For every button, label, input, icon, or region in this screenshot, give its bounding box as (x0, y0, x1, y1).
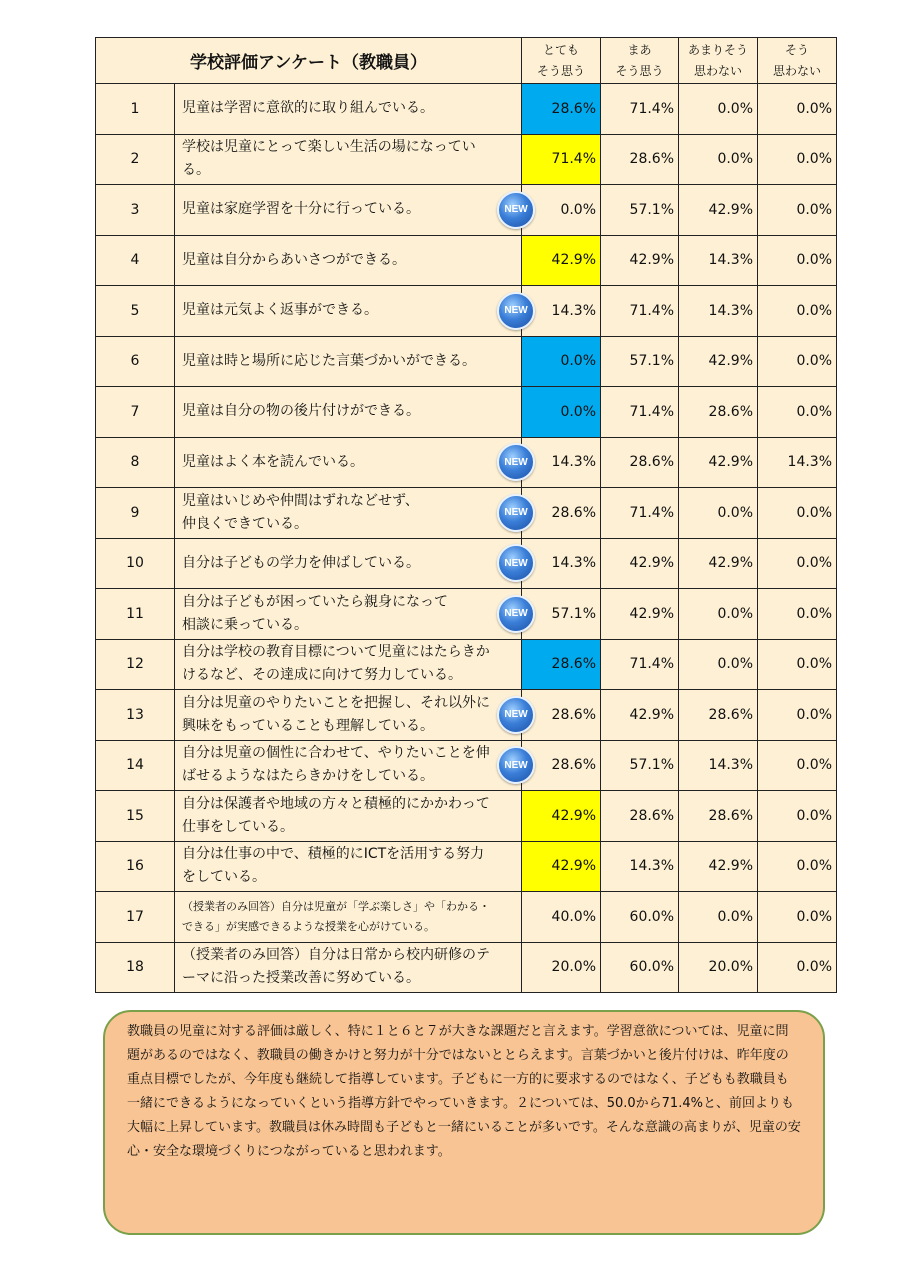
new-badge-icon: NEW (497, 696, 535, 734)
question-cell (175, 942, 522, 993)
percent-cell: 28.6% (522, 488, 601, 539)
row-number: 6 (96, 336, 175, 387)
question-text: 児童はよく本を読んでいる。 (182, 453, 364, 470)
percent-cell: 40.0% (522, 892, 601, 943)
new-badge-icon: NEW (497, 494, 535, 532)
column-header-strongly-agree (522, 38, 601, 84)
table-row (96, 387, 837, 438)
row-number: 2 (96, 134, 175, 185)
percent-cell: 71.4% (522, 134, 601, 185)
question-text: 児童はいじめや仲間はずれなどせず、 仲良くできている。 (182, 492, 419, 532)
percent-cell: 0.0% (758, 235, 837, 286)
percent-cell: 0.0% (522, 185, 601, 236)
percent-cell: 0.0% (758, 538, 837, 589)
column-header-disagree (758, 38, 837, 84)
percent-cell: 0.0% (758, 942, 837, 993)
percent-cell: 28.6% (522, 639, 601, 690)
table-row (96, 841, 837, 892)
percent-cell: 14.3% (522, 538, 601, 589)
question-cell (175, 185, 528, 236)
column-header-somewhat-agree (601, 38, 679, 84)
percent-cell: 14.3% (679, 740, 758, 791)
row-number: 5 (96, 286, 175, 337)
question-text: （授業者のみ回答）自分は児童が「学ぶ楽しさ」や「わかる・できる」が実感できるような授業を心がけている。 (182, 899, 490, 933)
question-text: 児童は学習に意欲的に取り組んでいる。 (182, 100, 434, 117)
percent-cell: 0.0% (522, 336, 601, 387)
table-row (96, 286, 837, 337)
new-badge-icon: NEW (497, 746, 535, 784)
row-number: 17 (96, 892, 175, 943)
percent-cell: 28.6% (679, 387, 758, 438)
survey-body (96, 84, 837, 993)
question-cell (175, 639, 522, 690)
question-cell (175, 437, 528, 488)
percent-cell: 42.9% (601, 538, 679, 589)
percent-cell: 0.0% (679, 639, 758, 690)
question-text: 自分は児童の個性に合わせて、やりたいことを伸ばせるようなはたらきかけをしている。 (182, 745, 490, 785)
column-header-line: そう思う (615, 63, 664, 78)
percent-cell: 14.3% (522, 437, 601, 488)
percent-cell: 0.0% (758, 134, 837, 185)
question-cell (175, 286, 528, 337)
row-number: 4 (96, 235, 175, 286)
question-text: 児童は家庭学習を十分に行っている。 (182, 201, 420, 218)
row-number: 3 (96, 185, 175, 236)
question-cell (175, 84, 522, 135)
question-text: 学校は児童にとって楽しい生活の場になっている。 (182, 139, 476, 179)
table-row (96, 336, 837, 387)
percent-cell: 60.0% (601, 942, 679, 993)
percent-cell: 42.9% (679, 437, 758, 488)
table-row (96, 791, 837, 842)
column-header-line: まあ (627, 42, 652, 57)
question-cell (175, 690, 528, 741)
percent-cell: 28.6% (679, 791, 758, 842)
question-cell (175, 387, 522, 438)
row-number: 14 (96, 740, 175, 791)
question-text: 自分は保護者や地域の方々と積極的にかかわって仕事をしている。 (182, 795, 490, 835)
percent-cell: 42.9% (679, 841, 758, 892)
row-number: 12 (96, 639, 175, 690)
percent-cell: 57.1% (601, 336, 679, 387)
question-text: 児童は自分の物の後片付けができる。 (182, 403, 420, 420)
column-header-line: あまりそう (688, 42, 749, 57)
percent-cell: 0.0% (758, 892, 837, 943)
percent-cell: 42.9% (679, 336, 758, 387)
comment-text: 教職員の児童に対する評価は厳しく、特に１と６と７が大きな課題だと言えます。学習意欲については、児童に問題があるのではなく、教職員の働きかけと努力が十分ではないととらえます。言葉づかいと後片付けは、昨年度の重点目標でしたが、今年度も継続して指導しています。子どもに一方的に要求するのではなく、子どもも教職員も一緒にできるようになっていくという指導方針でやっていきます。２については、50.0から71.4%と、前回よりも大幅に上昇しています。教職員は休み時間も子どもと一緒にいることが多いです。そんな意識の高まりが、児童の安心・安全な環境づくりにつながっていると思われます。 (127, 1024, 801, 1159)
table-row (96, 488, 837, 539)
percent-cell: 28.6% (522, 740, 601, 791)
table-row (96, 134, 837, 185)
question-text: （授業者のみ回答）自分は日常から校内研修のテーマに沿った授業改善に努めている。 (182, 947, 490, 987)
percent-cell: 0.0% (758, 690, 837, 741)
percent-cell: 71.4% (601, 84, 679, 135)
question-cell (175, 488, 528, 539)
percent-cell: 28.6% (601, 134, 679, 185)
column-header-line: そう (785, 42, 810, 57)
percent-cell: 0.0% (758, 841, 837, 892)
row-number: 11 (96, 589, 175, 640)
row-number: 15 (96, 791, 175, 842)
percent-cell: 14.3% (601, 841, 679, 892)
percent-cell: 0.0% (758, 740, 837, 791)
row-number: 13 (96, 690, 175, 741)
percent-cell: 28.6% (522, 84, 601, 135)
column-header-line: そう思う (537, 63, 586, 78)
row-number: 18 (96, 942, 175, 993)
percent-cell: 42.9% (522, 235, 601, 286)
table-row (96, 639, 837, 690)
table-row (96, 589, 837, 640)
percent-cell: 14.3% (679, 235, 758, 286)
row-number: 7 (96, 387, 175, 438)
table-row (96, 538, 837, 589)
percent-cell: 42.9% (601, 690, 679, 741)
row-number: 10 (96, 538, 175, 589)
table-row (96, 740, 837, 791)
percent-cell: 0.0% (679, 892, 758, 943)
comment-box (103, 1010, 825, 1235)
question-text: 児童は元気よく返事ができる。 (182, 302, 378, 319)
percent-cell: 0.0% (758, 336, 837, 387)
column-header-somewhat-disagree (679, 38, 758, 84)
new-badge-icon: NEW (497, 443, 535, 481)
percent-cell: 0.0% (522, 387, 601, 438)
percent-cell: 57.1% (601, 740, 679, 791)
table-row (96, 84, 837, 135)
survey-table (95, 37, 837, 993)
percent-cell: 0.0% (679, 134, 758, 185)
percent-cell: 71.4% (601, 387, 679, 438)
percent-cell: 14.3% (758, 437, 837, 488)
question-cell (175, 791, 522, 842)
table-row (96, 185, 837, 236)
question-text: 自分は子どもが困っていたら親身になって 相談に乗っている。 (182, 593, 448, 633)
percent-cell: 57.1% (522, 589, 601, 640)
percent-cell: 0.0% (758, 84, 837, 135)
percent-cell: 0.0% (758, 387, 837, 438)
question-cell (175, 589, 528, 640)
new-badge-icon: NEW (497, 544, 535, 582)
table-row (96, 690, 837, 741)
percent-cell: 42.9% (679, 185, 758, 236)
question-text: 自分は児童のやりたいことを把握し、それ以外に興味をもっていることも理解している。 (182, 694, 490, 734)
question-cell (175, 336, 522, 387)
table-row (96, 892, 837, 943)
new-badge-icon: NEW (497, 595, 535, 633)
percent-cell: 20.0% (522, 942, 601, 993)
question-cell (175, 134, 522, 185)
table-row (96, 437, 837, 488)
percent-cell: 28.6% (522, 690, 601, 741)
table-row (96, 235, 837, 286)
percent-cell: 28.6% (601, 791, 679, 842)
percent-cell: 42.9% (679, 538, 758, 589)
row-number: 16 (96, 841, 175, 892)
percent-cell: 20.0% (679, 942, 758, 993)
percent-cell: 0.0% (758, 639, 837, 690)
percent-cell: 42.9% (522, 791, 601, 842)
percent-cell: 0.0% (758, 589, 837, 640)
row-number: 9 (96, 488, 175, 539)
question-text: 自分は学校の教育目標について児童にはたらきかけるなど、その達成に向けて努力している。 (182, 644, 490, 684)
question-cell (175, 740, 528, 791)
percent-cell: 71.4% (601, 639, 679, 690)
column-header-line: 思わない (694, 63, 743, 78)
question-text: 自分は子どもの学力を伸ばしている。 (182, 554, 420, 571)
new-badge-icon: NEW (497, 292, 535, 330)
percent-cell: 60.0% (601, 892, 679, 943)
question-text: 児童は時と場所に応じた言葉づかいができる。 (182, 352, 476, 369)
survey-title: 学校評価アンケート（教職員） (96, 38, 522, 84)
percent-cell: 0.0% (679, 84, 758, 135)
percent-cell: 14.3% (679, 286, 758, 337)
percent-cell: 71.4% (601, 488, 679, 539)
question-cell (175, 538, 528, 589)
question-text: 自分は仕事の中で、積極的にICTを活用する努力をしている。 (182, 846, 485, 886)
new-badge-icon: NEW (497, 191, 535, 229)
percent-cell: 0.0% (758, 791, 837, 842)
percent-cell: 14.3% (522, 286, 601, 337)
header-row (96, 38, 837, 84)
row-number: 1 (96, 84, 175, 135)
percent-cell: 0.0% (758, 185, 837, 236)
percent-cell: 28.6% (601, 437, 679, 488)
column-header-line: 思わない (773, 63, 822, 78)
question-text: 児童は自分からあいさつができる。 (182, 251, 406, 268)
percent-cell: 28.6% (679, 690, 758, 741)
percent-cell: 42.9% (601, 235, 679, 286)
percent-cell: 0.0% (758, 286, 837, 337)
question-cell (175, 892, 522, 943)
question-cell (175, 235, 522, 286)
table-row (96, 942, 837, 993)
row-number: 8 (96, 437, 175, 488)
column-header-line: とても (543, 42, 580, 57)
percent-cell: 71.4% (601, 286, 679, 337)
percent-cell: 0.0% (758, 488, 837, 539)
percent-cell: 42.9% (522, 841, 601, 892)
question-cell (175, 841, 522, 892)
percent-cell: 0.0% (679, 488, 758, 539)
percent-cell: 42.9% (601, 589, 679, 640)
percent-cell: 57.1% (601, 185, 679, 236)
percent-cell: 0.0% (679, 589, 758, 640)
